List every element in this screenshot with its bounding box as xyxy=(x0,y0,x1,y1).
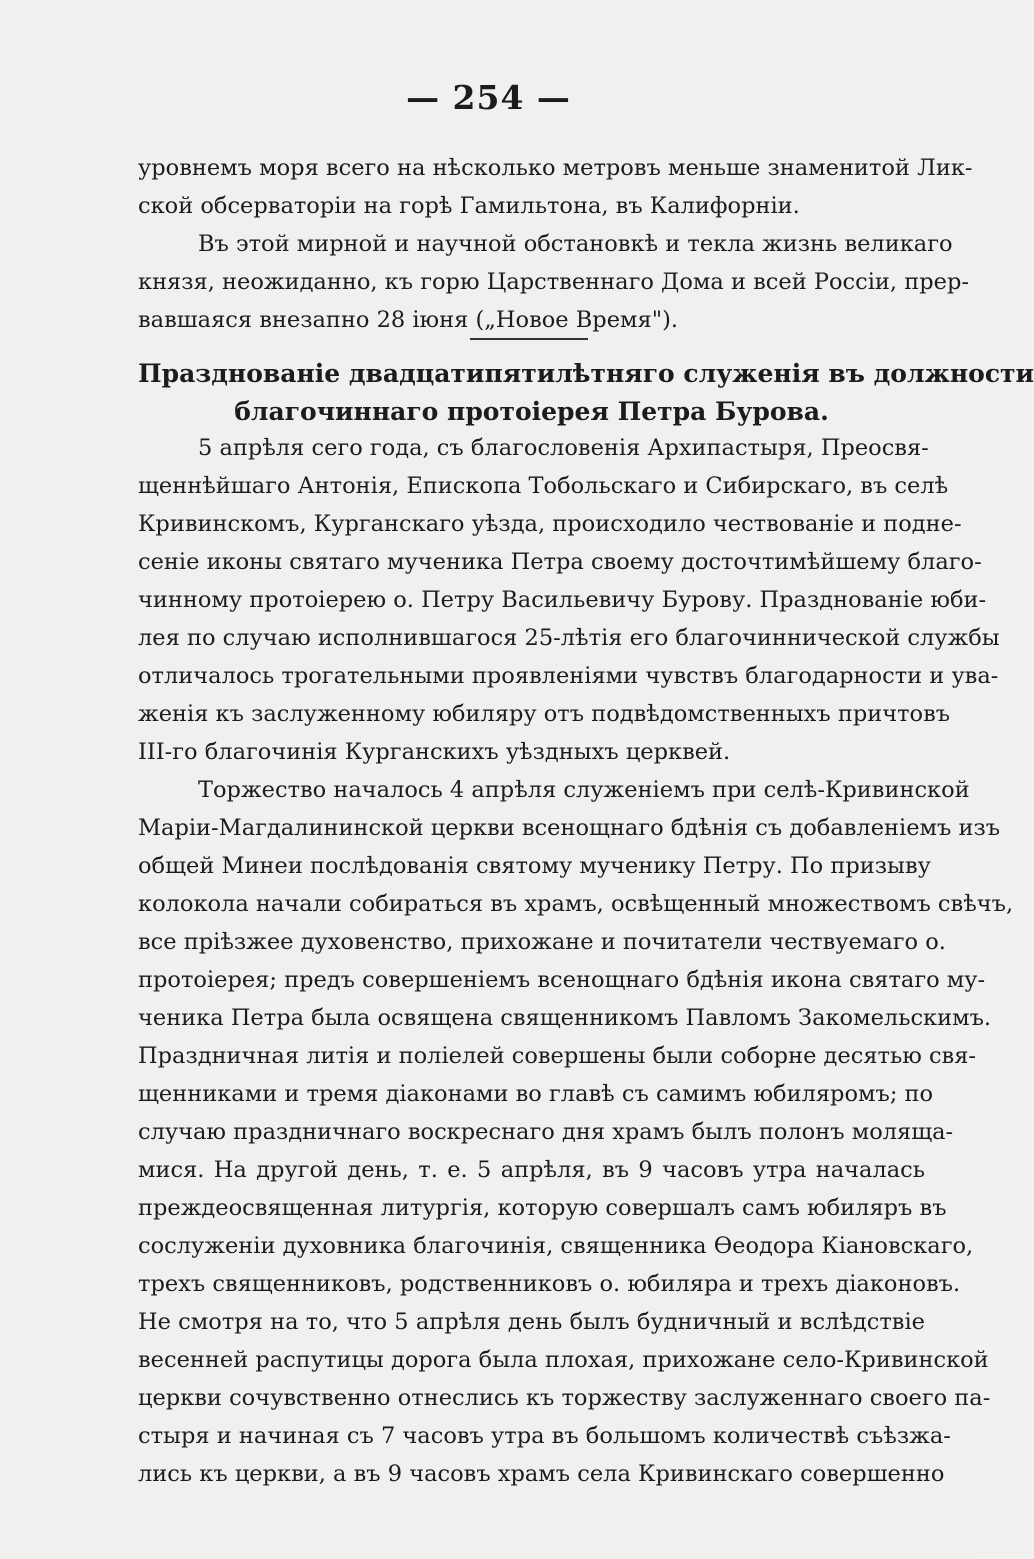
text-line: протоіерея; предъ совершеніемъ всенощнаго бдѣнія икона святаго му- xyxy=(138,967,986,993)
text-line: трехъ священниковъ, родственниковъ о. юбиляра и трехъ діаконовъ. xyxy=(138,1271,961,1297)
text-line: общей Минеи послѣдованія святому мученику Петру. По призыву xyxy=(138,853,931,879)
text-line: Маріи-Магдалининской церкви всенощнаго бдѣнія съ добавленіемъ изъ xyxy=(138,815,1001,841)
article-heading xyxy=(138,355,1034,431)
text-line: князя, неожиданно, къ горю Царственнаго Дома и всей Россіи, прер- xyxy=(138,269,969,295)
heading-line: благочиннаго протоіерея Петра Бурова. xyxy=(234,397,829,426)
text-line: колокола начали собираться въ храмъ, освѣщенный множествомъ свѣчъ, xyxy=(138,891,1014,917)
text-line: сослуженіи духовника благочинія, священника Ѳеодора Кіановскаго, xyxy=(138,1233,974,1259)
article-body xyxy=(138,429,1014,1493)
text-line: щеннѣйшаго Антонія, Епископа Тобольскаго и Сибирскаго, въ селѣ xyxy=(138,473,949,499)
section-divider xyxy=(470,338,588,340)
text-line: Праздничная литія и полiелей совершены были соборне десятью свя- xyxy=(138,1043,977,1069)
text-line: преждеосвященная литургія, которую совершалъ самъ юбиляръ въ xyxy=(138,1195,947,1221)
text-line: Не смотря на то, что 5 апрѣля день былъ будничный и вслѣдствіе xyxy=(138,1309,925,1335)
text-line: чинному протоіерею о. Петру Васильевичу Бурову. Празднованіе юби- xyxy=(138,587,987,613)
previous-article-text xyxy=(138,149,973,339)
text-line: уровнемъ моря всего на нѣсколько метровъ меньше знаменитой Лик- xyxy=(138,155,973,181)
text-line: церкви сочувственно отнеслись къ торжеству заслуженнаго своего па- xyxy=(138,1385,991,1411)
text-line: 5 апрѣля сего года, съ благословенія Архипастыря, Преосвя- xyxy=(198,435,929,461)
text-line: лись къ церкви, а въ 9 часовъ храмъ села Кривинскаго совершенно xyxy=(138,1461,945,1487)
text-line: лея по случаю исполнившагося 25-лѣтія его благочиннической службы xyxy=(138,625,1000,651)
text-line: Кривинскомъ, Курганскаго уѣзда, происходило чествованіе и подне- xyxy=(138,511,962,537)
text-line: сеніе иконы святаго мученика Петра своему досточтимѣйшему благо- xyxy=(138,549,982,575)
text-line: мися. На другой день, т. е. 5 апрѣля, въ 9 часовъ утра началась xyxy=(138,1157,925,1183)
text-line: случаю праздничнаго воскреснаго дня храмъ былъ полонъ моляща- xyxy=(138,1119,954,1145)
text-line: все пріѣзжее духовенство, прихожане и почитатели чествуемаго о. xyxy=(138,929,946,955)
text-line: Торжество началось 4 апрѣля служеніемъ при селѣ-Кривинской xyxy=(198,777,970,803)
text-line: ской обсерваторіи на горѣ Гамильтона, въ Калифорніи. xyxy=(138,193,800,219)
text-line: вавшаяся внезапно 28 іюня („Новое Время"). xyxy=(138,307,678,333)
text-line: отличалось трогательными проявленіями чувствъ благодарности и ува- xyxy=(138,663,999,689)
text-line: весенней распутицы дорога была плохая, прихожане село-Кривинской xyxy=(138,1347,989,1373)
text-line: стыря и начиная съ 7 часовъ утра въ большомъ количествѣ съѣзжа- xyxy=(138,1423,951,1449)
text-line: Въ этой мирной и научной обстановкѣ и текла жизнь великаго xyxy=(198,231,953,257)
text-line: щенниками и тремя діаконами во главѣ съ самимъ юбиляромъ; по xyxy=(138,1081,934,1107)
text-line: ченика Петра была освящена священникомъ Павломъ Закомельскимъ. xyxy=(138,1005,992,1031)
page-number: — 254 — xyxy=(406,78,571,117)
text-line: женія къ заслуженному юбиляру отъ подвѣдомственныхъ причтовъ xyxy=(138,701,951,727)
text-line: III-го благочинія Курганскихъ уѣздныхъ церквей. xyxy=(138,739,731,765)
heading-line: Празднованіе двадцатипятилѣтняго служенія въ должности xyxy=(138,359,1034,388)
